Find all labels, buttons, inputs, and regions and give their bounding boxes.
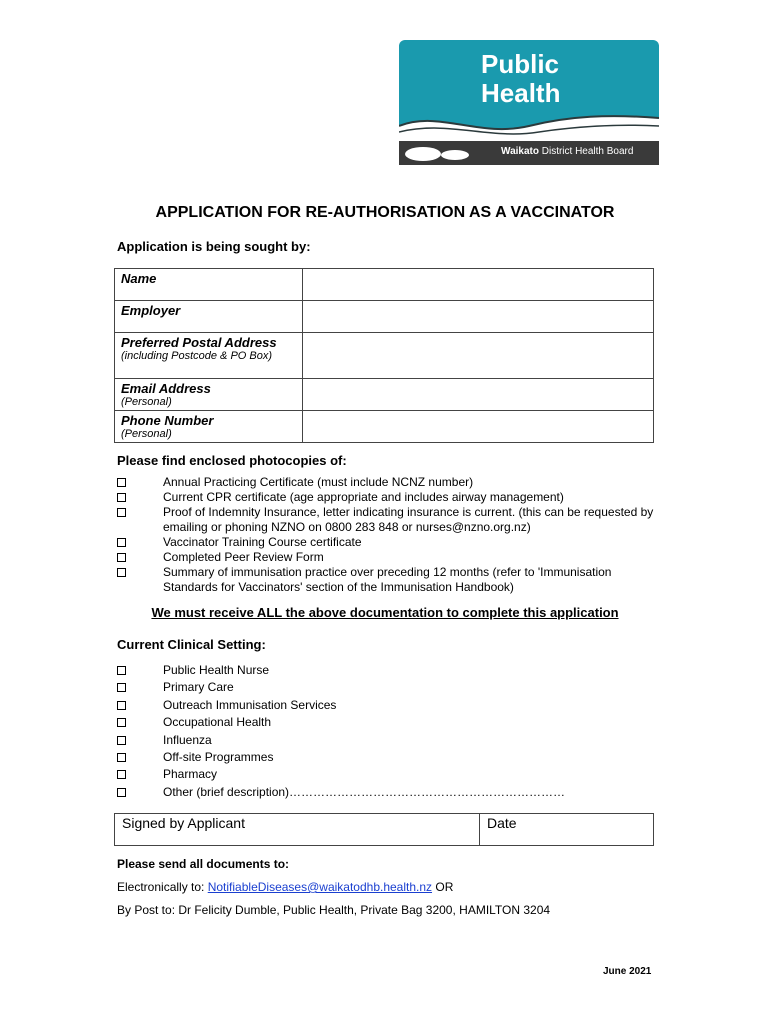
list-item-label: Influenza (163, 732, 212, 747)
list-item (117, 505, 657, 535)
electronic-send-line (117, 880, 453, 894)
applicant-row-phone (115, 411, 654, 443)
logo-main-panel (399, 40, 659, 137)
list-item-label: Vaccinator Training Course certificate (163, 535, 362, 549)
list-item (117, 679, 657, 696)
date-label: Date (487, 815, 517, 831)
field-label-cell (115, 379, 303, 411)
send-documents-heading: Please send all documents to: (117, 857, 290, 871)
field-label: Employer (121, 303, 181, 318)
email-input-cell[interactable] (303, 379, 654, 411)
checkbox[interactable] (117, 718, 126, 727)
signed-by-applicant-label: Signed by Applicant (122, 815, 245, 831)
checkbox[interactable] (117, 701, 126, 710)
list-item (117, 749, 657, 766)
checkbox[interactable] (117, 553, 126, 562)
list-item (117, 535, 657, 550)
date-cell[interactable] (480, 814, 654, 846)
list-item-label: Outreach Immunisation Services (163, 697, 337, 712)
logo-ovals-graphic (403, 143, 483, 163)
list-item-label: Proof of Indemnity Insurance, letter indicating insurance is current. (this can be requested by emailing or phoning NZNO on 0800 283 848 or nurses@nzno.org.nz) (163, 505, 654, 534)
footer-date: June 2021 (603, 966, 652, 977)
logo-subtitle-rest: District Health Board (541, 146, 634, 157)
email-link[interactable]: NotifiableDiseases@waikatodhb.health.nz (207, 880, 433, 894)
list-item-label: Completed Peer Review Form (163, 550, 324, 564)
enclosed-checklist (117, 475, 657, 595)
list-item (117, 490, 657, 505)
checkbox[interactable] (117, 568, 126, 577)
field-label: Preferred Postal Address (121, 335, 277, 350)
list-item-label: Other (brief description)…………………………………………………………… (163, 784, 566, 799)
list-item-label: Off-site Programmes (163, 750, 274, 765)
checkbox[interactable] (117, 508, 126, 517)
applicant-row-email (115, 379, 654, 411)
electronic-prefix: Electronically to: (117, 880, 205, 894)
signed-by-applicant-cell[interactable] (115, 814, 480, 846)
applicant-row-postal-address (115, 333, 654, 379)
field-label-cell (115, 269, 303, 301)
field-label: Name (121, 271, 157, 286)
list-item (117, 766, 657, 783)
field-label-cell (115, 333, 303, 379)
field-label: Phone Number (121, 413, 214, 428)
checkbox[interactable] (117, 493, 126, 502)
checkbox[interactable] (117, 788, 126, 797)
public-health-logo (399, 40, 659, 165)
field-sublabel: (including Postcode & PO Box) (121, 350, 273, 362)
list-item-label: Summary of immunisation practice over preceding 12 months (refer to 'Immunisation Standards for Vaccinators' section of the Immunisation Handbook) (163, 565, 612, 594)
checkbox[interactable] (117, 478, 126, 487)
enclosed-heading: Please find enclosed photocopies of: (117, 453, 347, 468)
field-label-cell (115, 301, 303, 333)
employer-input-cell[interactable] (303, 301, 654, 333)
logo-title-line-1: Public (481, 49, 560, 79)
name-input-cell[interactable] (303, 269, 654, 301)
list-item (117, 697, 657, 714)
logo-subtitle (501, 146, 633, 157)
field-label: Email Address (121, 381, 211, 396)
list-item (117, 550, 657, 565)
list-item-label: Current CPR certificate (age appropriate and includes airway management) (163, 490, 564, 504)
checkbox[interactable] (117, 770, 126, 779)
list-item (117, 714, 657, 731)
list-item-label: Occupational Health (163, 715, 272, 730)
applicant-table (114, 268, 654, 443)
list-item-label: Public Health Nurse (163, 663, 270, 677)
checkbox[interactable] (117, 753, 126, 762)
list-item-label: Primary Care (163, 680, 234, 695)
logo-subtitle-bold: Waikato (501, 146, 539, 157)
electronic-suffix: OR (435, 880, 454, 894)
list-item (117, 732, 657, 749)
field-sublabel: (Personal) (121, 396, 172, 408)
field-label-cell (115, 411, 303, 443)
applicant-row-employer (115, 301, 654, 333)
checkbox[interactable] (117, 538, 126, 547)
phone-input-cell[interactable] (303, 411, 654, 443)
clinical-setting-checklist (117, 662, 657, 801)
list-item (117, 565, 657, 595)
sought-by-heading: Application is being sought by: (117, 239, 311, 254)
checkbox[interactable] (117, 736, 126, 745)
logo-band (399, 141, 659, 165)
list-item (117, 475, 657, 490)
documentation-notice: We must receive ALL the above documentation to complete this application (151, 605, 619, 620)
postal-address-input-cell[interactable] (303, 333, 654, 379)
logo-title-line-2: Health (481, 78, 561, 108)
list-item-label: Pharmacy (163, 767, 218, 782)
clinical-setting-heading: Current Clinical Setting: (117, 637, 266, 652)
signature-table (114, 813, 654, 846)
form-title: APPLICATION FOR RE-AUTHORISATION AS A VACCINATOR (155, 204, 615, 221)
checkbox[interactable] (117, 666, 126, 675)
list-item-label: Annual Practicing Certificate (must include NCNZ number) (163, 475, 474, 489)
list-item (117, 784, 657, 801)
field-sublabel: (Personal) (121, 428, 172, 440)
logo-title (481, 50, 560, 108)
postal-address-line: By Post to: Dr Felicity Dumble, Public Health, Private Bag 3200, HAMILTON 3204 (117, 903, 551, 917)
checkbox[interactable] (117, 683, 126, 692)
applicant-row-name (115, 269, 654, 301)
list-item (117, 662, 657, 679)
